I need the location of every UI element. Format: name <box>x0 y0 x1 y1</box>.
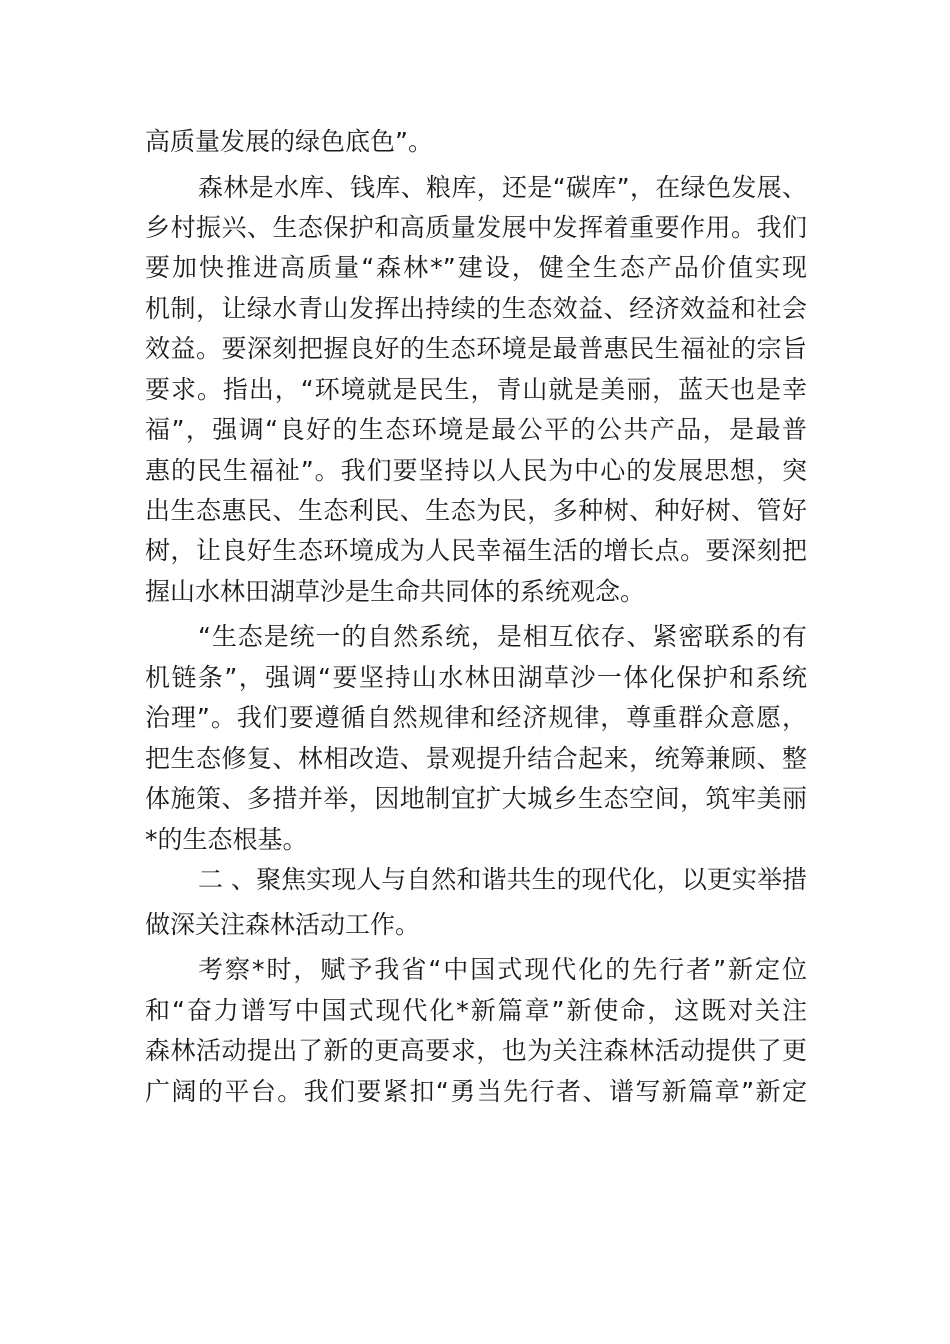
text-line: 和“奋力谱写中国式现代化*新篇章”新使命，这既对关注 <box>145 996 807 1025</box>
section-heading-line: 二 、聚焦实现人与自然和谐共生的现代化，以更实举措 <box>198 865 807 894</box>
text-line: 把生态修复、林相改造、景观提升结合起来，统筹兼顾、整 <box>145 744 807 773</box>
text-line: 体施策、多措并举，因地制宜扩大城乡生态空间，筑牢美丽 <box>145 784 807 813</box>
text-line: 效益。要深刻把握良好的生态环境是最普惠民生福祉的宗旨 <box>145 334 807 363</box>
text-line: 要加快推进高质量“森林*”建设，健全生态产品价值实现 <box>145 253 807 282</box>
text-line: 机制，让绿水青山发挥出持续的生态效益、经济效益和社会 <box>145 294 807 323</box>
section-heading-line: 做深关注森林活动工作。 <box>145 910 421 939</box>
text-line: *的生态根基。 <box>145 825 308 854</box>
text-line: “生态是统一的自然系统，是相互依存、紧密联系的有 <box>198 622 807 651</box>
text-line: 惠的民生福祉”。我们要坚持以人民为中心的发展思想，突 <box>145 456 807 485</box>
text-line: 考察*时，赋予我省“中国式现代化的先行者”新定位 <box>198 955 807 984</box>
text-line: 握山水林田湖草沙是生命共同体的系统观念。 <box>145 577 646 606</box>
text-line: 机链条”，强调“要坚持山水林田湖草沙一体化保护和系统 <box>145 663 807 692</box>
text-line: 树，让良好生态环境成为人民幸福生活的增长点。要深刻把 <box>145 536 807 565</box>
text-line: 森林活动提出了新的更高要求，也为关注森林活动提供了更 <box>145 1036 807 1065</box>
text-line: 出生态惠民、生态利民、生态为民，多种树、种好树、管好 <box>145 496 807 525</box>
text-line: 要求。指出，“环境就是民生，青山就是美丽，蓝天也是幸 <box>145 375 807 404</box>
text-line: 福”，强调“良好的生态环境是最公平的公共产品，是最普 <box>145 415 807 444</box>
text-line: 广阔的平台。我们要紧扣“勇当先行者、谱写新篇章”新定 <box>145 1077 807 1106</box>
text-line: 治理”。我们要遵循自然规律和经济规律，尊重群众意愿， <box>145 703 807 732</box>
text-line: 乡村振兴、生态保护和高质量发展中发挥着重要作用。我们 <box>145 213 807 242</box>
text-line: 森林是水库、钱库、粮库，还是“碳库”，在绿色发展、 <box>198 173 807 202</box>
text-line: 高质量发展的绿色底色”。 <box>145 127 433 156</box>
